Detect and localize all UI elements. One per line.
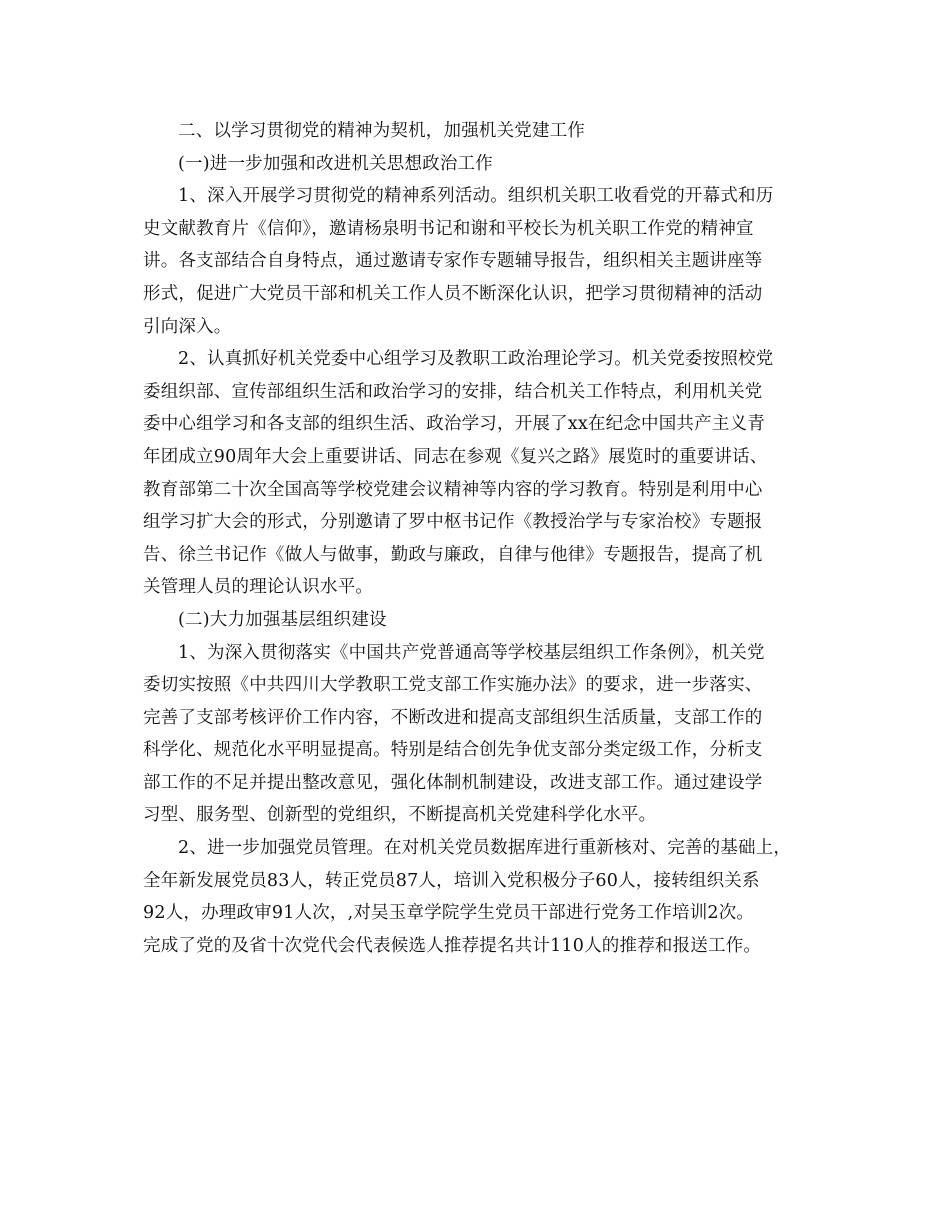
text-line: 委切实按照《中共四川大学教职工党支部工作实施办法》的要求，进一步落实、 — [143, 675, 763, 696]
text-line: 委中心组学习和各支部的组织生活、政治学习，开展了xx在纪念中国共产主义青 — [143, 414, 765, 435]
text-line: 委组织部、宣传部组织生活和政治学习的安排，结合机关工作特点，利用机关党 — [143, 381, 763, 402]
text-line: (一)进一步加强和改进机关思想政治工作 — [178, 153, 493, 174]
text-line: 告、徐兰书记作《做人与做事，勤政与廉政，自律与他律》专题报告，提高了机 — [143, 544, 763, 565]
text-line: (二)大力加强基层组织建设 — [178, 609, 387, 630]
text-line: 关管理人员的理论认识水平。 — [143, 577, 374, 598]
text-line: 部工作的不足并提出整改意见，强化体制机制建设，改进支部工作。通过建设学 — [143, 772, 763, 793]
text-line: 讲。各支部结合自身特点，通过邀请专家作专题辅导报告，组织相关主题讲座等 — [143, 251, 763, 272]
text-line: 2、进一步加强党员管理。在对机关党员数据库进行重新核对、完善的基础上， — [178, 838, 792, 859]
text-line: 完成了党的及省十次党代会代表候选人推荐提名共计110人的推荐和报送工作。 — [143, 935, 762, 956]
text-line: 引向深入。 — [143, 316, 232, 337]
text-line: 年团成立90周年大会上重要讲话、同志在参观《复兴之路》展览时的重要讲话、 — [143, 446, 768, 467]
text-line: 科学化、规范化水平明显提高。特别是结合创先争优支部分类定级工作，分析支 — [143, 740, 763, 761]
document-page — [143, 115, 803, 962]
text-line: 史文献教育片《信仰》，邀请杨泉明书记和谢和平校长为机关职工作党的精神宣 — [143, 218, 754, 239]
text-line: 习型、服务型、创新型的党组织，不断提高机关党建科学化水平。 — [143, 805, 657, 826]
text-line: 2、认真抓好机关党委中心组学习及教职工政治理论学习。机关党委按照校党 — [178, 349, 774, 370]
text-line: 1、深入开展学习贯彻党的精神系列活动。组织机关职工收看党的开幕式和历 — [178, 186, 774, 207]
text-line: 全年新发展党员83人，转正党员87人，培训入党积极分子60人，接转组织关系 — [143, 870, 760, 891]
text-line: 完善了支部考核评价工作内容，不断改进和提高支部组织生活质量，支部工作的 — [143, 707, 763, 728]
text-line: 组学习扩大会的形式，分别邀请了罗中枢书记作《教授治学与专家治校》专题报 — [143, 512, 763, 533]
text-line: 92人，办理政审91人次，,对吴玉章学院学生党员干部进行党务工作培训2次。 — [143, 903, 755, 924]
text-line: 二、以学习贯彻党的精神为契机，加强机关党建工作 — [178, 121, 586, 141]
text-line: 形式，促进广大党员干部和机关工作人员不断深化认识，把学习贯彻精神的活动 — [143, 283, 763, 304]
text-line: 教育部第二十次全国高等学校党建会议精神等内容的学习教育。特别是利用中心 — [143, 479, 763, 500]
text-line: 1、为深入贯彻落实《中国共产党普通高等学校基层组织工作条例》，机关党 — [178, 642, 765, 663]
